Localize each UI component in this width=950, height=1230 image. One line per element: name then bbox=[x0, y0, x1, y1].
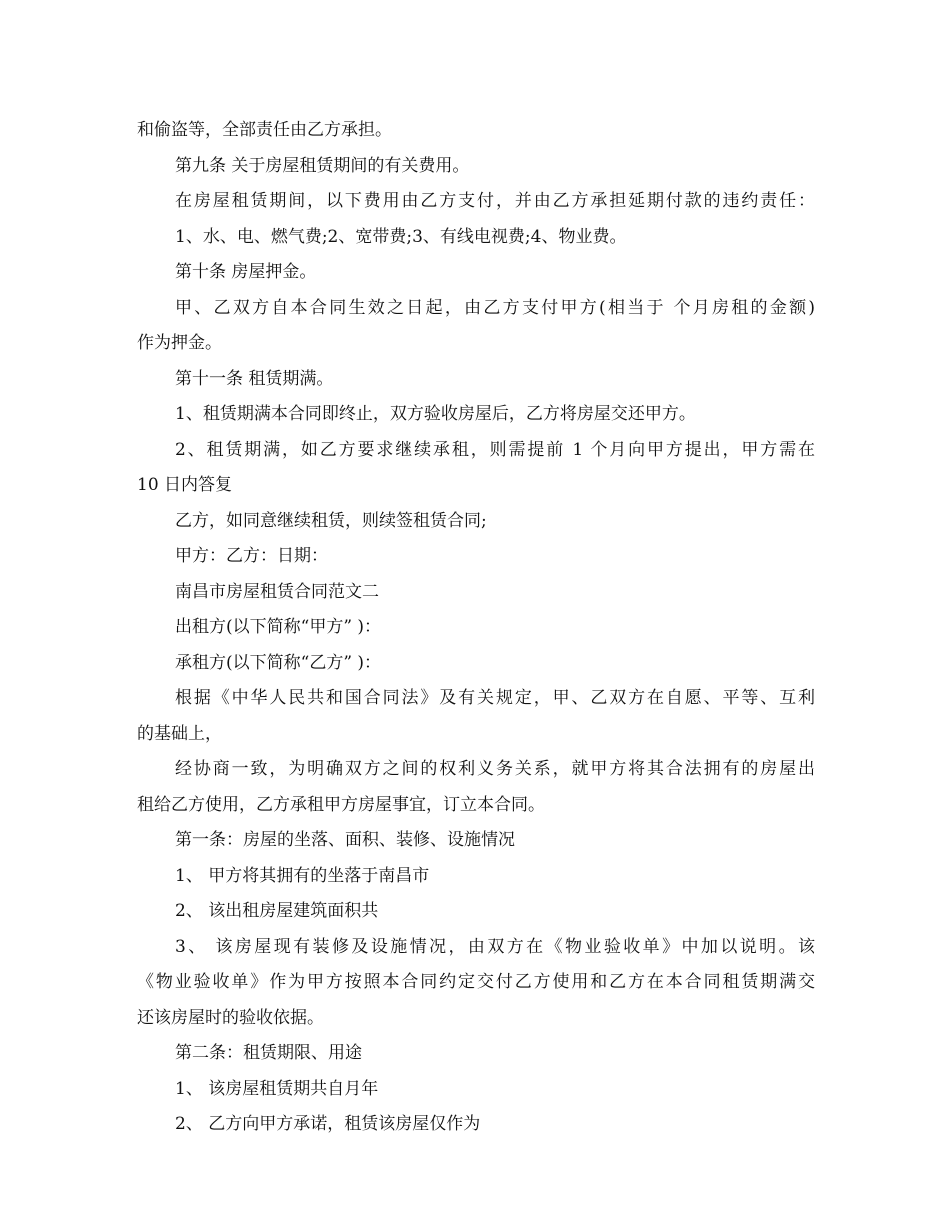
text-line: 1、 甲方将其拥有的坐落于南昌市 bbox=[175, 865, 430, 886]
text-line: 甲方：乙方：日期： bbox=[175, 546, 328, 566]
text-line: 在房屋租赁期间，以下费用由乙方支付，并由乙方承担延期付款的违约责任： bbox=[175, 191, 815, 211]
text-line: 第十条 房屋押金。 bbox=[175, 262, 317, 282]
text-line: 3、 该房屋现有装修及设施情况，由双方在《物业验收单》中加以说明。该 bbox=[175, 936, 815, 957]
text-line: 根据《中华人民共和国合同法》及有关规定，甲、乙双方在自愿、平等、互利 bbox=[175, 688, 815, 708]
text-line: 乙方，如同意继续租赁，则续签租赁合同; bbox=[175, 510, 487, 531]
text-line: 经协商一致，为明确双方之间的权利义务关系，就甲方将其合法拥有的房屋出 bbox=[175, 759, 815, 779]
text-line: 第一条：房屋的坐落、面积、装修、设施情况 bbox=[175, 830, 515, 850]
text-line: 2、 该出租房屋建筑面积共 bbox=[175, 901, 379, 921]
text-line: 甲、乙双方自本合同生效之日起，由乙方支付甲方(相当于 个月房租的金额) bbox=[175, 297, 815, 318]
text-line: 的基础上， bbox=[137, 723, 222, 744]
text-line: 《物业验收单》作为甲方按照本合同约定交付乙方使用和乙方在本合同租赁期满交 bbox=[137, 972, 815, 992]
text-line: 承租方(以下简称“乙方” )： bbox=[175, 652, 382, 673]
text-line: 租给乙方使用，乙方承租甲方房屋事宜，订立本合同。 bbox=[137, 794, 545, 815]
text-line: 1、水、电、燃气费;2、宽带费;3、有线电视费;4、物业费。 bbox=[175, 226, 627, 247]
text-line: 1、 该房屋租赁期共自月年 bbox=[175, 1078, 379, 1099]
text-line: 还该房屋时的验收依据。 bbox=[137, 1007, 324, 1028]
text-line: 第十一条 租赁期满。 bbox=[175, 368, 334, 389]
document-body bbox=[137, 116, 815, 1146]
text-line: 作为押金。 bbox=[137, 333, 222, 353]
text-line: 第九条 关于房屋租赁期间的有关费用。 bbox=[175, 155, 470, 176]
text-line: 2、 乙方向甲方承诺，租赁该房屋仅作为 bbox=[175, 1114, 481, 1134]
text-line: 出租方(以下简称“甲方” )： bbox=[175, 617, 382, 637]
text-line: 和偷盗等，全部责任由乙方承担。 bbox=[137, 120, 392, 140]
text-line: 10 日内答复 bbox=[137, 475, 233, 495]
text-line: 第二条：租赁期限、用途 bbox=[175, 1043, 362, 1063]
text-line: 2、租赁期满，如乙方要求继续承租，则需提前 1 个月向甲方提出，甲方需在 bbox=[175, 439, 815, 460]
text-line: 南昌市房屋租赁合同范文二 bbox=[175, 581, 379, 602]
text-line: 1、租赁期满本合同即终止，双方验收房屋后，乙方将房屋交还甲方。 bbox=[175, 404, 696, 424]
